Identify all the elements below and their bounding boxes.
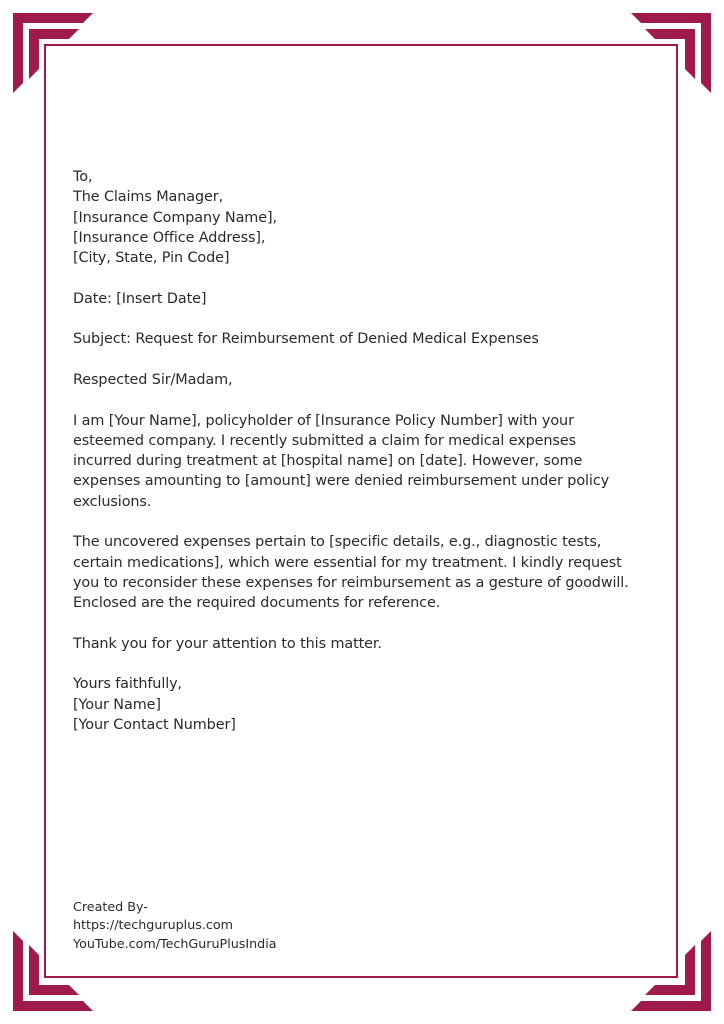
closing-block — [73, 674, 663, 735]
paragraph-line: expenses amounting to [amount] were denied reimbursement under policy — [73, 473, 610, 490]
letter-date: Date: [Insert Date] — [73, 290, 207, 307]
corner-ornament-bottom-right — [616, 916, 711, 1011]
credits-footer — [73, 898, 473, 953]
recipient-city: [City, State, Pin Code] — [73, 250, 230, 267]
corner-ornament-top-right — [616, 13, 711, 108]
paragraph-line: Enclosed are the required documents for reference. — [73, 595, 441, 612]
paragraph-line: exclusions. — [73, 493, 152, 510]
recipient-to: To, — [73, 169, 93, 185]
body-paragraph-2 — [73, 532, 663, 613]
body-paragraph-1 — [73, 411, 663, 512]
letter-subject: Subject: Request for Reimbursement of Denied Medical Expenses — [73, 331, 539, 348]
letter-salutation: Respected Sir/Madam, — [73, 371, 233, 388]
paragraph-line: incurred during treatment at [hospital name] on [date]. However, some — [73, 453, 583, 470]
corner-ornament-top-left — [13, 13, 108, 108]
recipient-block — [73, 167, 663, 268]
website-link[interactable]: https://techguruplus.com — [73, 917, 233, 933]
recipient-company: [Insurance Company Name], — [73, 209, 277, 226]
paragraph-line: certain medications], which were essential for my treatment. I kindly request — [73, 554, 622, 571]
body-paragraph-3: Thank you for your attention to this matter. — [73, 635, 382, 652]
paragraph-line: The uncovered expenses pertain to [specific details, e.g., diagnostic tests, — [73, 534, 602, 551]
paragraph-line: you to reconsider these expenses for reimbursement as a gesture of goodwill. — [73, 574, 629, 591]
recipient-title: The Claims Manager, — [73, 189, 224, 206]
closing-contact: [Your Contact Number] — [73, 717, 236, 734]
paragraph-line: I am [Your Name], policyholder of [Insurance Policy Number] with your — [73, 412, 574, 429]
paragraph-line: esteemed company. I recently submitted a claim for medical expenses — [73, 432, 576, 449]
recipient-address: [Insurance Office Address], — [73, 229, 266, 246]
closing-name: [Your Name] — [73, 696, 161, 713]
youtube-link[interactable]: YouTube.com/TechGuruPlusIndia — [73, 935, 277, 951]
closing-signoff: Yours faithfully, — [73, 676, 183, 693]
letter-body — [73, 167, 663, 756]
created-by-label: Created By- — [73, 899, 148, 914]
